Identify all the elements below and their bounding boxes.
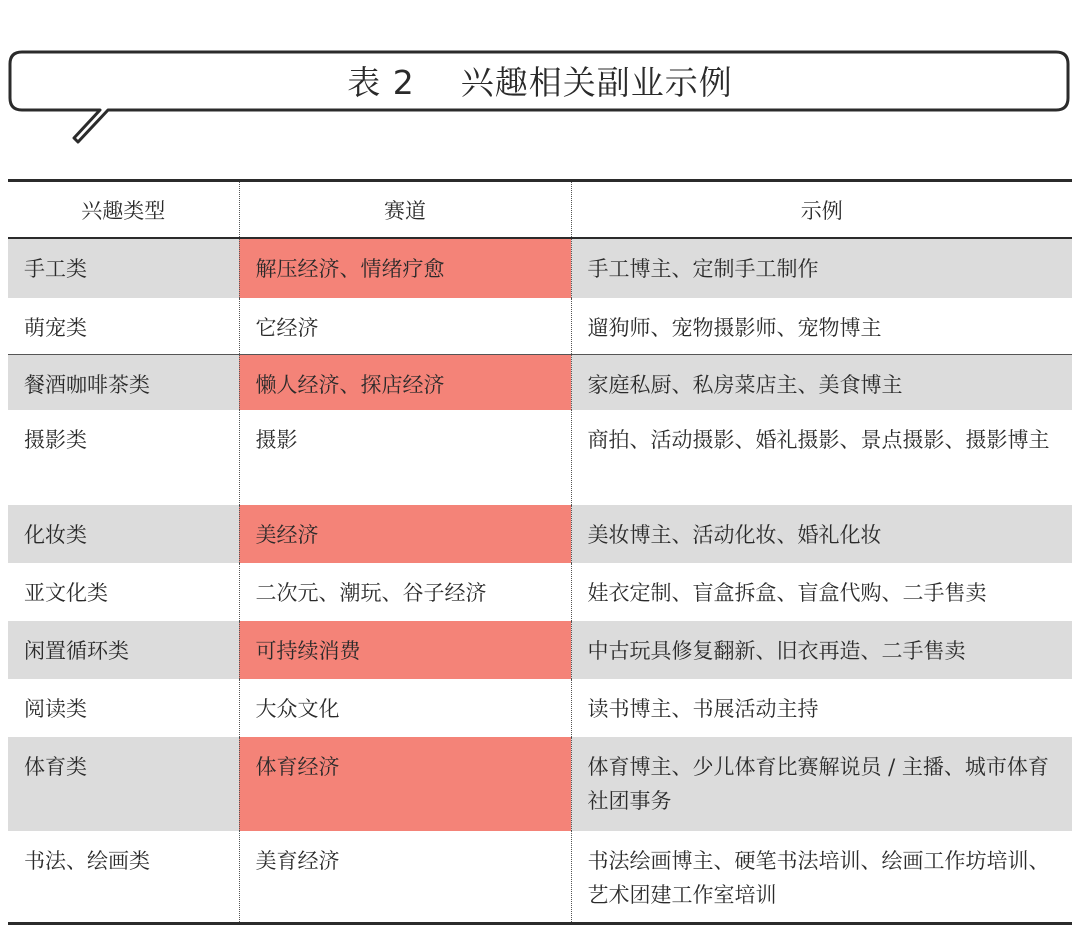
table-row (8, 737, 1072, 831)
cell-examples: 体育博主、少儿体育比赛解说员 / 主播、城市体育社团事务 (571, 737, 1072, 831)
cell-examples: 中古玩具修复翻新、旧衣再造、二手售卖 (571, 621, 1072, 679)
cell-type: 书法、绘画类 (24, 849, 150, 873)
table-row (8, 679, 1072, 737)
table-caption (0, 60, 1080, 106)
header-track: 赛道 (239, 181, 571, 239)
cell-examples: 家庭私厨、私房菜店主、美食博主 (571, 354, 1072, 410)
cell-type: 萌宠类 (24, 316, 87, 340)
header-interest-type: 兴趣类型 (8, 181, 239, 239)
table-row (8, 410, 1072, 505)
side-business-table (8, 179, 1072, 925)
table-row (8, 298, 1072, 354)
cell-type: 体育类 (8, 737, 239, 831)
table-row (8, 831, 1072, 923)
cell-track: 它经济 (239, 298, 571, 354)
cell-type: 化妆类 (8, 505, 239, 563)
table-row (8, 238, 1072, 298)
cell-type: 餐酒咖啡茶类 (8, 354, 239, 410)
cell-track: 二次元、潮玩、谷子经济 (239, 563, 571, 621)
cell-track: 大众文化 (239, 679, 571, 737)
caption-label: 表 2 (347, 63, 415, 102)
cell-track: 解压经济、情绪疗愈 (239, 238, 571, 298)
cell-track: 懒人经济、探店经济 (239, 354, 571, 410)
cell-type: 摄影类 (24, 428, 87, 452)
cell-track: 体育经济 (239, 737, 571, 831)
cell-examples: 美妆博主、活动化妆、婚礼化妆 (571, 505, 1072, 563)
header-row (8, 181, 1072, 239)
cell-type: 阅读类 (24, 697, 87, 721)
cell-type: 手工类 (8, 238, 239, 298)
cell-type: 亚文化类 (24, 581, 108, 605)
table-row (8, 621, 1072, 679)
cell-examples: 手工博主、定制手工制作 (571, 238, 1072, 298)
cell-type: 闲置循环类 (8, 621, 239, 679)
cell-examples: 遛狗师、宠物摄影师、宠物博主 (571, 298, 1072, 354)
table-row (8, 354, 1072, 410)
cell-examples: 读书博主、书展活动主持 (571, 679, 1072, 737)
cell-track: 美育经济 (239, 831, 571, 923)
cell-track: 摄影 (239, 410, 571, 505)
cell-examples: 娃衣定制、盲盒拆盒、盲盒代购、二手售卖 (571, 563, 1072, 621)
table-row (8, 563, 1072, 621)
header-examples: 示例 (571, 181, 1072, 239)
cell-track: 美经济 (239, 505, 571, 563)
cell-track: 可持续消费 (239, 621, 571, 679)
cell-examples: 商拍、活动摄影、婚礼摄影、景点摄影、摄影博主 (571, 410, 1072, 505)
cell-examples: 书法绘画博主、硬笔书法培训、绘画工作坊培训、艺术团建工作室培训 (571, 831, 1072, 923)
table-row (8, 505, 1072, 563)
caption-title: 兴趣相关副业示例 (460, 63, 733, 102)
